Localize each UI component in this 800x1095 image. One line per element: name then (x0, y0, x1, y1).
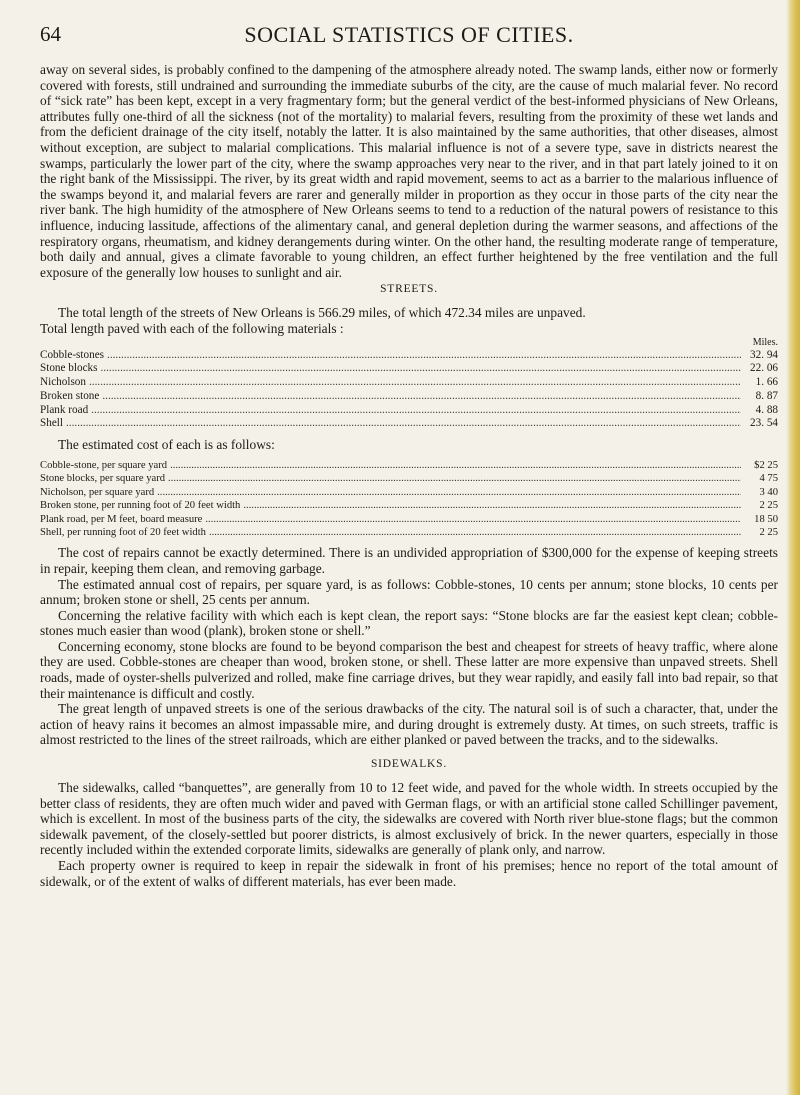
cost-label: Plank road, per M feet, board measure (40, 513, 203, 525)
body-paragraph: Concerning economy, stone blocks are found to be beyond comparison the best and cheapest for streets of heavy traffic, where alone they are used. Cobble-stones are cheaper than wood, broken stone, or shell. These latter are more expensive than unpaved streets. Shell roads, made of oyster-shells pulverized and rolled, make fine carriage drives, but they wear rapidly, and easily fall into bad repair, so that their maintenance is difficult and costly. (40, 638, 778, 701)
body-paragraph: The cost of repairs cannot be exactly determined. There is an undivided appropriation of $300,000 for the expense of keeping streets in repair, keeping them clean, and removing garbage. (40, 545, 778, 576)
material-miles: 23. 54 (750, 417, 778, 430)
table-row (40, 499, 778, 512)
table-row (40, 417, 778, 431)
material-label: Stone blocks (40, 362, 98, 375)
leader-dots (209, 526, 741, 539)
cost-intro: The estimated cost of each is as follows: (58, 437, 275, 453)
material-miles: 1. 66 (755, 376, 778, 389)
leader-dots (89, 376, 741, 390)
material-miles: 8. 87 (755, 389, 778, 402)
cost-label: Broken stone, per running foot of 20 feet width (40, 500, 241, 512)
streets-heading: STREETS. (380, 283, 438, 296)
material-label: Broken stone (40, 389, 100, 402)
sidewalks-heading: SIDEWALKS. (370, 758, 448, 771)
leader-dots (157, 486, 741, 499)
material-label: Cobble-stones (40, 348, 105, 361)
material-miles: 22. 06 (750, 362, 778, 375)
leader-dots (91, 404, 741, 418)
cost-label: Shell, per running foot of 20 feet width (40, 526, 206, 538)
cost-label: Stone blocks, per square yard (40, 473, 166, 485)
table-row (40, 349, 778, 363)
body-paragraph: Concerning the relative facility with which each is kept clean, the report says: “Stone blocks are far the easiest kept clean; cobble-stones much easier than wood (plank), broken stone or shell.” (40, 607, 778, 639)
leader-dots (102, 390, 741, 404)
material-miles: 4. 88 (755, 403, 778, 416)
leader-dots (205, 513, 741, 526)
table-row (40, 486, 778, 499)
paved-materials-table (40, 349, 778, 432)
leader-dots (101, 362, 742, 376)
page-edge (786, 0, 800, 1095)
leader-dots (107, 349, 741, 363)
leader-dots (66, 417, 741, 431)
intro-paragraph: away on several sides, is probably confined to the dampening of the atmosphere already noted. The swamp lands, either now or formerly covered with forests, still undrained and surrounding the immediate suburbs of the city, are the cause of much malarial fever. No record of “sick rate” has been kept, except in a very fragmentary form; but the general verdict of the best-informed physicians of New Orleans, attributes fully one-third of all the sickness (not of the mortality) to malarial fevers, resulting from the proximity of these wet lands and from the deficient drainage of the city itself, notably the latter. It is also maintained by the same authorities, that other diseases, almost without exception, are subject to malarial complications. This malarial influence is not of a severe type, save in districts nearest the swamps, particularly the lower part of the city, where the swamp approaches very near to the river, and in that part lately joined to it on the right bank of the Mississippi. The river, by its great width and rapid movement, seems to act as a barrier to the malarious influence of the swamps beyond it, and malarial fevers are rarer and generally milder in proportion as they occur in those parts of the city near the river bank. The high humidity of the atmosphere of New Orleans seems to tend to a reduction of the natural powers of resistance to this influence, inducing lassitude, affections of the alimentary canal, and general depletion during the warmer seasons, and affections of the respiratory organs, rheumatism, and kidney derangements during winter. On the other hand, the resulting moderate range of temperature, both daily and annual, gives a climate favorable to young children, an effect further heightened by the free ventilation and the full exposure of the generally low houses to sunlight and air. (40, 62, 778, 280)
page-header (40, 22, 778, 62)
streets-intro: The total length of the streets of New Orleans is 566.29 miles, of which 472.34 miles are unpaved. (58, 305, 586, 321)
paved-intro: Total length paved with each of the following materials : (40, 320, 344, 336)
body-paragraph: The estimated annual cost of repairs, per square yard, is as follows: Cobble-stones, 10 cents per annum; stone blocks, 10 cents per annum; broken stone or shell, 25 cents per annum. (40, 576, 778, 608)
cost-value: 18 50 (754, 513, 778, 525)
leader-dots (243, 499, 741, 512)
material-label: Shell (40, 417, 63, 430)
cost-value: 4 75 (759, 473, 778, 485)
table-row (40, 472, 778, 485)
running-title: SOCIAL STATISTICS OF CITIES. (244, 22, 574, 47)
table-row (40, 362, 778, 376)
material-label: Nicholson (40, 376, 86, 389)
body-paragraph: The great length of unpaved streets is one of the serious drawbacks of the city. The natural soil is of such a character, that, under the action of heavy rains it becomes an almost impassable mire, and during drought is extremely dusty. At times, on such streets, traffic is almost restricted to the lines of the street railroads, which are either planked or paved between the tracks, and to the sidewalks. (40, 701, 778, 748)
material-miles: 32. 94 (750, 348, 778, 361)
document-page (40, 22, 778, 889)
table-row (40, 376, 778, 390)
body-paragraph: Each property owner is required to keep in repair the sidewalk in front of his premises; hence no report of the total amount of sidewalk, or of the extent of walks of different materials, has ever been made. (40, 858, 778, 889)
table-row (40, 526, 778, 539)
miles-unit-label: Miles. (752, 336, 778, 348)
table-row (40, 404, 778, 418)
cost-value: $2 25 (754, 459, 778, 471)
page-number: 64 (40, 22, 61, 46)
material-label: Plank road (40, 403, 89, 416)
body-paragraph: The sidewalks, called “banquettes”, are generally from 10 to 12 feet wide, and paved for the whole width. In streets occupied by the better class of residents, they are often much wider and paved with German flags, or with an artificial stone called Schillinger pavement, which is excellent. In most of the business parts of the city, the sidewalks are covered with North river blue-stone flags; but the common sidewalk pavement, of the closely-settled but poorer districts, is almost exclusively of brick. In the newer quarters, especially in those recently included within the extended corporate limits, sidewalks are generally of plank only, and narrow. (40, 780, 778, 858)
cost-label: Cobble-stone, per square yard (40, 459, 168, 471)
cost-label: Nicholson, per square yard (40, 486, 155, 498)
cost-value: 2 25 (759, 500, 778, 512)
cost-value: 3 40 (759, 486, 778, 498)
table-row (40, 513, 778, 526)
leader-dots (170, 459, 741, 472)
table-row (40, 459, 778, 472)
table-row (40, 390, 778, 404)
cost-value: 2 25 (759, 526, 778, 538)
cost-table (40, 459, 778, 539)
leader-dots (168, 472, 741, 485)
